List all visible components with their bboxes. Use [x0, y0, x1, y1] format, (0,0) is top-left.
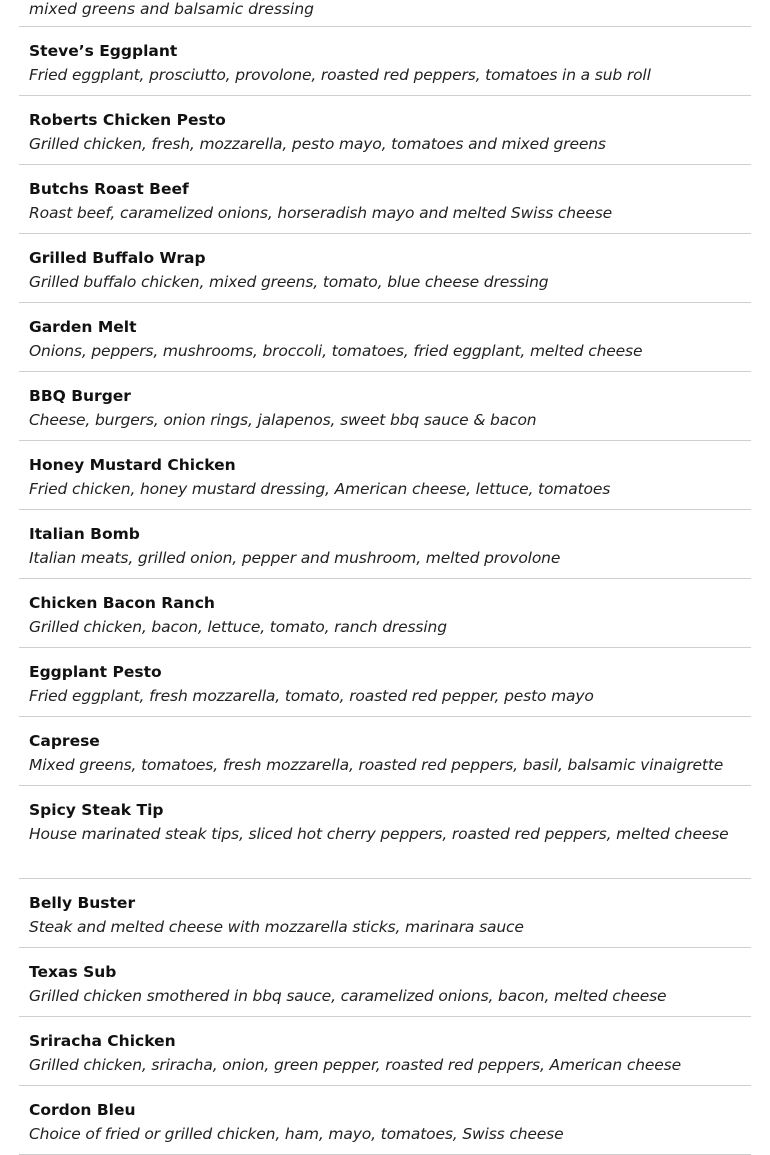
menu-item-description: Fried chicken, honey mustard dressing, American cheese, lettuce, tomatoes	[29, 480, 611, 498]
menu-item	[19, 786, 751, 879]
menu-item	[19, 1086, 751, 1155]
menu-item-description: House marinated steak tips, sliced hot cherry peppers, roasted red peppers, melted cheese	[29, 825, 729, 843]
menu-item-name: Eggplant Pesto	[29, 663, 162, 681]
menu-item-description: Cheese, burgers, onion rings, jalapenos, sweet bbq sauce & bacon	[29, 411, 537, 429]
menu-item-name: Butchs Roast Beef	[29, 180, 189, 198]
menu-item	[19, 372, 751, 441]
menu-item-description: Italian meats, grilled onion, pepper and mushroom, melted provolone	[29, 549, 561, 567]
menu-item-name: Caprese	[29, 732, 100, 750]
menu-item-name: Sriracha Chicken	[29, 1032, 176, 1050]
menu-item-description: Onions, peppers, mushrooms, broccoli, tomatoes, fried eggplant, melted cheese	[29, 342, 643, 360]
menu-item-description: Grilled buffalo chicken, mixed greens, tomato, blue cheese dressing	[29, 273, 549, 291]
menu-item-description: Fried eggplant, fresh mozzarella, tomato, roasted red pepper, pesto mayo	[29, 687, 594, 705]
menu-item-description: Grilled chicken, bacon, lettuce, tomato, ranch dressing	[29, 618, 447, 636]
menu-item	[19, 579, 751, 648]
menu-item-name: Italian Bomb	[29, 525, 140, 543]
menu-item-name: Grilled Buffalo Wrap	[29, 249, 206, 267]
menu-item-description: Choice of fried or grilled chicken, ham, mayo, tomatoes, Swiss cheese	[29, 1125, 564, 1143]
menu-item-description: Roast beef, caramelized onions, horseradish mayo and melted Swiss cheese	[29, 204, 613, 222]
menu-item-description: Fried eggplant, prosciutto, provolone, roasted red peppers, tomatoes in a sub roll	[29, 66, 651, 84]
menu-item	[19, 648, 751, 717]
menu-item	[19, 165, 751, 234]
menu-item	[19, 303, 751, 372]
menu-item	[19, 441, 751, 510]
menu-item-description: Mixed greens, tomatoes, fresh mozzarella, roasted red peppers, basil, balsamic vinaigrette	[29, 756, 724, 774]
menu-item-description: Grilled chicken, sriracha, onion, green pepper, roasted red peppers, American cheese	[29, 1056, 681, 1074]
menu-item-description: Grilled chicken, fresh, mozzarella, pesto mayo, tomatoes and mixed greens	[29, 135, 606, 153]
menu-item-name: Roberts Chicken Pesto	[29, 111, 226, 129]
menu-item-name: BBQ Burger	[29, 387, 131, 405]
menu-item-name: Spicy Steak Tip	[29, 801, 164, 819]
menu-item	[19, 510, 751, 579]
menu-item	[19, 1017, 751, 1086]
menu-item-name: Garden Melt	[29, 318, 137, 336]
menu-item	[19, 879, 751, 948]
menu-item-description: Grilled chicken smothered in bbq sauce, caramelized onions, bacon, melted cheese	[29, 987, 667, 1005]
menu-item-name: Belly Buster	[29, 894, 136, 912]
menu-item	[19, 96, 751, 165]
menu-item	[19, 948, 751, 1017]
menu-item-name: Texas Sub	[29, 963, 117, 981]
menu-list	[19, 0, 751, 1155]
menu-item	[19, 717, 751, 786]
menu-item-name: Steve’s Eggplant	[29, 42, 178, 60]
partial-item-description: mixed greens and balsamic dressing	[19, 0, 751, 27]
menu-item-name: Cordon Bleu	[29, 1101, 136, 1119]
menu-item	[19, 27, 751, 96]
menu-item-name: Chicken Bacon Ranch	[29, 594, 215, 612]
menu-item-description: Steak and melted cheese with mozzarella sticks, marinara sauce	[29, 918, 524, 936]
menu-item	[19, 234, 751, 303]
menu-item-name: Honey Mustard Chicken	[29, 456, 236, 474]
